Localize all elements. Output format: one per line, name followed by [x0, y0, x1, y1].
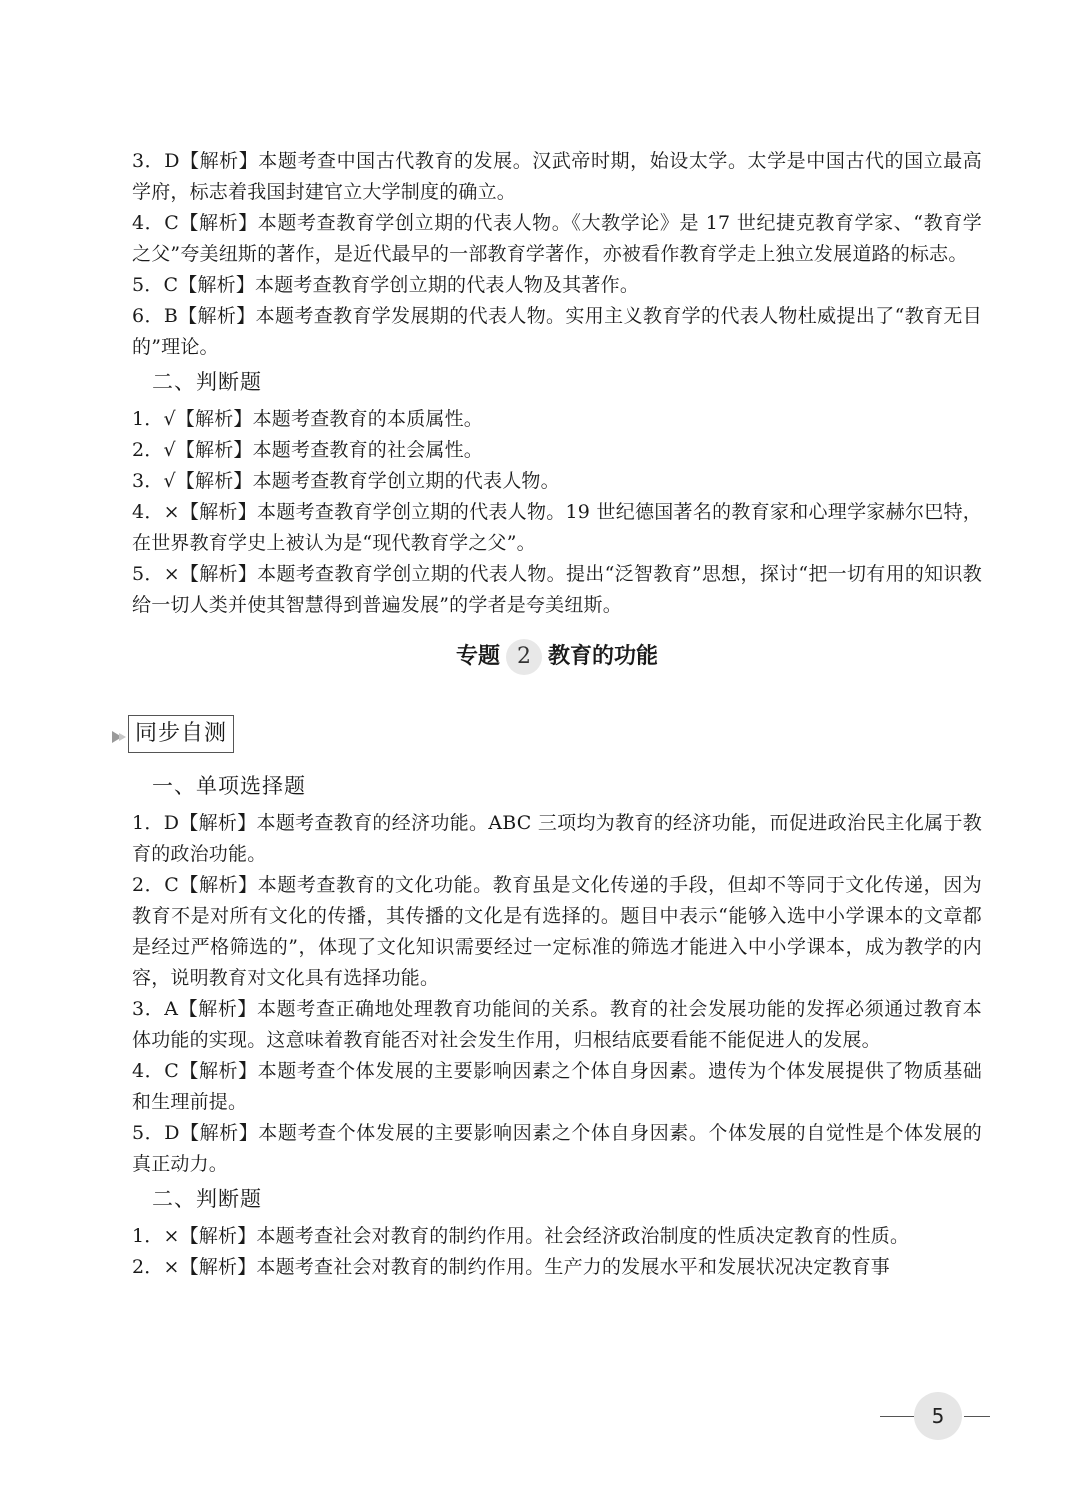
answer-item: 5．C【解析】本题考查教育学创立期的代表人物及其著作。	[132, 274, 640, 296]
answer-item: 4．C【解析】本题考查个体发展的主要影响因素之个体自身因素。遗传为个体发展提供了物质基础和生理前提。	[132, 1060, 982, 1113]
page-number-area	[880, 1390, 990, 1440]
answer-item: 4．C【解析】本题考查教育学创立期的代表人物。《大教学论》是 17 世纪捷克教育学家、“教育学之父”夸美纽斯的著作，是近代最早的一部教育学著作，亦被看作教育学走上独立发展道路的标志。	[132, 212, 982, 265]
answer-item: 2．√【解析】本题考查教育的社会属性。	[132, 439, 483, 461]
section-heading: 二、判断题	[152, 370, 262, 394]
answer-item: 5．×【解析】本题考查教育学创立期的代表人物。提出“泛智教育”思想，探讨“把一切有用的知识教给一切人类并使其智慧得到普遍发展”的学者是夸美纽斯。	[132, 563, 982, 616]
answer-item: 1．×【解析】本题考查社会对教育的制约作用。社会经济政治制度的性质决定教育的性质。	[132, 1225, 910, 1247]
answer-item: 5．D【解析】本题考查个体发展的主要影响因素之个体自身因素。个体发展的自觉性是个体发展的真正动力。	[132, 1122, 982, 1175]
section-heading: 二、判断题	[152, 1187, 262, 1211]
answer-item: 2．C【解析】本题考查教育的文化功能。教育虽是文化传递的手段，但却不等同于文化传递，因为教育不是对所有文化的传播，其传播的文化是有选择的。题目中表示“能够入选中小学课本的文章都是经过严格筛选的”，体现了文化知识需要经过一定标准的筛选才能进入中小学课本，成为教学的内容，说明教育对文化具有选择功能。	[132, 874, 982, 989]
topic-title	[132, 639, 982, 699]
answer-item: 6．B【解析】本题考查教育学发展期的代表人物。实用主义教育学的代表人物杜威提出了“教育无目的”理论。	[132, 305, 982, 358]
answer-item: 1．D【解析】本题考查教育的经济功能。ABC 三项均为教育的经济功能，而促进政治民主化属于教育的政治功能。	[132, 812, 982, 865]
page-content	[132, 146, 982, 1283]
topic-name: 教育的功能	[548, 644, 659, 669]
section-box-label: 同步自测	[128, 715, 234, 753]
answer-item: 2．×【解析】本题考查社会对教育的制约作用。生产力的发展水平和发展状况决定教育事	[132, 1256, 891, 1278]
section-heading: 一、单项选择题	[152, 774, 306, 798]
triangle-marker-icon	[119, 733, 126, 741]
answer-item: 3．D【解析】本题考查中国古代教育的发展。汉武帝时期，始设太学。太学是中国古代的国立最高学府，标志着我国封建官立大学制度的确立。	[132, 150, 982, 203]
topic-number-badge: 2	[506, 639, 542, 675]
page-rule-right	[964, 1416, 990, 1417]
answer-item: 1．√【解析】本题考查教育的本质属性。	[132, 408, 483, 430]
answer-item: 3．A【解析】本题考查正确地处理教育功能间的关系。教育的社会发展功能的发挥必须通过教育本体功能的实现。这意味着教育能否对社会发生作用，归根结底要看能不能促进人的发展。	[132, 998, 982, 1051]
section-label-row	[112, 715, 982, 761]
page-rule-left	[880, 1416, 914, 1417]
answer-item: 4．×【解析】本题考查教育学创立期的代表人物。19 世纪德国著名的教育家和心理学家赫尔巴特，在世界教育学史上被认为是“现代教育学之父”。	[132, 501, 982, 554]
answer-item: 3．√【解析】本题考查教育学创立期的代表人物。	[132, 470, 560, 492]
page-number: 5	[914, 1392, 962, 1440]
topic-prefix: 专题	[455, 644, 500, 669]
